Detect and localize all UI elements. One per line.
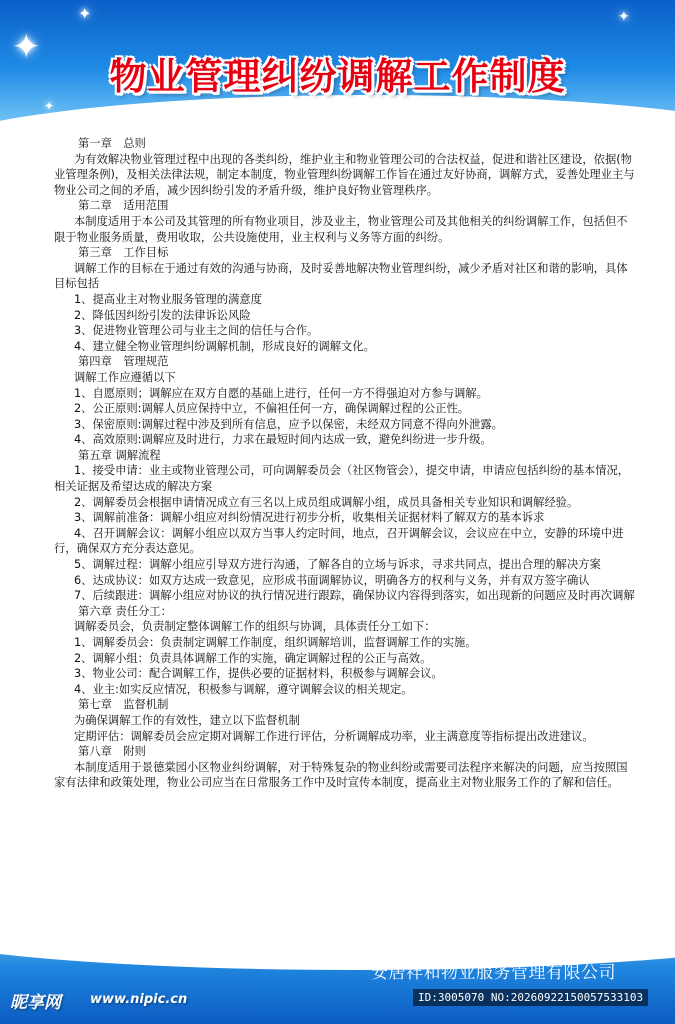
watermark-url: www.nipic.cn (90, 992, 188, 1007)
paragraph: 2、调解委员会根据申请情况成立有三名以上成员组成调解小组，成员具备相关专业知识和调解经验。 (74, 495, 579, 509)
list-item: 定期评估：调解委员会应定期对调解工作进行评估，分析调解成功率，业主满意度等指标提出改进建议。 (74, 729, 594, 743)
list-item: 1、自愿原则；调解应在双方自愿的基础上进行，任何一方不得强迫对方参与调解。 (74, 386, 488, 400)
company-name: 安居祥和物业服务管理有限公司 (371, 963, 616, 983)
paragraph: 本制度适用于本公司及其管理的所有物业项目，涉及业主，物业管理公司及其他相关的纠纷调解工作，包括但不限于物业服务质量，费用收取，公共设施使用，业主权利与义务等方面的纠纷。 (54, 214, 628, 244)
sparkle-icon: ✦ (44, 99, 55, 113)
list-item: 1、提高业主对物业服务管理的满意度 (74, 292, 262, 306)
watermark-id: ID:3005070 NO:20260922150057533103 (413, 989, 648, 1006)
chapter-heading: 第三章 工作目标 (78, 246, 169, 260)
list-item: 调解工作应遵循以下 (74, 370, 176, 384)
list-item: 3、物业公司：配合调解工作，提供必要的证据材料，积极参与调解会议。 (74, 667, 443, 681)
sparkle-icon: ✦ (618, 9, 630, 25)
list-item: 调解委员会，负责制定整体调解工作的组织与协调，具体责任分工如下： (74, 620, 436, 634)
list-item: 4、业主:如实反应情况，积极参与调解，遵守调解会议的相关规定。 (74, 682, 413, 696)
list-item: 3、保密原则:调解过程中涉及到所有信息，应予以保密，未经双方同意不得向外泄露。 (74, 417, 503, 431)
paragraph: 6、达成协议：如双方达成一致意见，应形成书面调解协议，明确各方的权利与义务，并有双方签字确认 (74, 573, 590, 587)
chapter-heading: 第一章 总则 (78, 137, 146, 150)
paragraph: 调解工作的目标在于通过有效的沟通与协商，及时妥善地解决物业管理纠纷，减少矛盾对社区和谐的影响，具体目标包括 (54, 261, 628, 291)
chapter-heading: 第二章 适用范围 (78, 199, 169, 213)
sparkle-icon: ✦ (12, 27, 41, 67)
paragraph: 4、召开调解会议：调解小组应以双方当事人约定时间，地点，召开调解会议，会议应在中立，安静的环境中进行，确保双方充分表达意见。 (54, 526, 624, 556)
chapter-heading: 第五章 调解流程 (78, 448, 161, 462)
list-item: 2、调解小组：负责具体调解工作的实施，确定调解过程的公正与高效。 (74, 651, 432, 665)
footer-swoosh (0, 875, 675, 970)
chapter-heading: 第八章 附则 (78, 745, 146, 759)
regulation-body (54, 136, 636, 791)
paragraph: 5、调解过程：调解小组应引导双方进行沟通，了解各自的立场与诉求，寻求共同点，提出合理的解决方案 (74, 558, 601, 572)
paragraph: 为有效解决物业管理过程中出现的各类纠纷，维护业主和物业管理公司的合法权益，促进和谐社区建设，依据(物业管理条例)，及相关法律法规，制定本制度，物业管理纠纷调解工作旨在通过友好协商，调解方式，妥善处理业主与物业公司之间的矛盾，减少因纠纷引发的矛盾升级，维护良好物业管理秩序。 (54, 152, 635, 197)
list-item: 1、调解委员会：负责制定调解工作制度，组织调解培训，监督调解工作的实施。 (74, 636, 477, 649)
paragraph: 3、调解前准备：调解小组应对纠纷情况进行初步分析，收集相关证据材料了解双方的基本诉求 (74, 511, 545, 525)
chapter-heading: 第六章 责任分工： (78, 604, 172, 618)
list-item: 4、高效原则:调解应及时进行，力求在最短时间内达成一致，避免纠纷进一步升级。 (74, 433, 492, 447)
poster-title: 物业管理纠纷调解工作制度 (109, 55, 566, 98)
list-item: 2、降低因纠纷引发的法律诉讼风险 (74, 308, 251, 322)
list-item: 4、建立健全物业管理纠纷调解机制，形成良好的调解文化。 (74, 339, 375, 353)
watermark-logo: 昵享网 (10, 993, 61, 1013)
list-item: 为确保调解工作的有效性，建立以下监督机制 (74, 713, 300, 727)
sparkle-icon: ✦ (78, 4, 92, 23)
list-item: 3、促进物业管理公司与业主之间的信任与合作。 (74, 324, 319, 338)
chapter-heading: 第七章 监督机制 (78, 698, 169, 712)
paragraph: 本制度适用于景德棠园小区物业纠纷调解，对于特殊复杂的物业纠纷或需要司法程序来解决的问题，应当按照国家有法律和政策处理，物业公司应当在日常服务工作中及时宣传本制度，提高业主对物业服务工作的了解和信任。 (54, 760, 628, 790)
chapter-heading: 第四章 管理规范 (78, 355, 169, 369)
paragraph: 7、后续跟进：调解小组应对协议的执行情况进行跟踪，确保协议内容得到落实，如出现新的问题应及时再次调解 (74, 589, 635, 603)
list-item: 2、公正原则:调解人员应保持中立，不偏袒任何一方，确保调解过程的公正性。 (74, 402, 470, 416)
paragraph: 1、接受申请：业主或物业管理公司，可向调解委员会（社区物管会），提交申请，申请应包括纠纷的基本情况，相关证据及希望达成的解决方案 (54, 464, 630, 494)
